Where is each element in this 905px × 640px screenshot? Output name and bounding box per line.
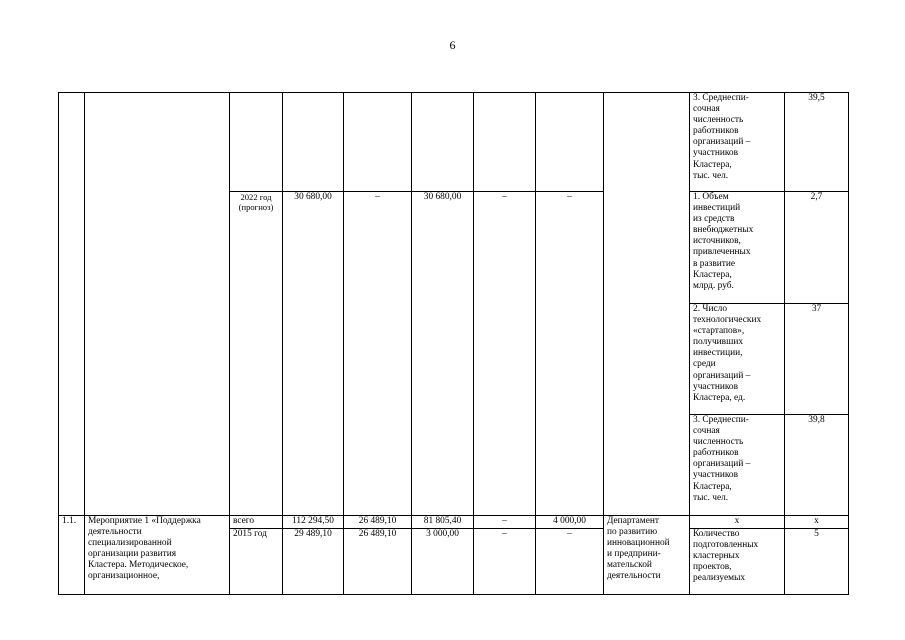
- reg-cell: 3 000,00: [412, 529, 474, 595]
- text-line: работников: [693, 126, 739, 137]
- period-cell-2022: [230, 192, 283, 516]
- indicator-value: х: [785, 516, 849, 529]
- measure-cell-continued: [85, 93, 230, 516]
- text-line: Мероприятие 1 «Поддержка: [88, 516, 201, 526]
- text-line: Департамент: [607, 516, 659, 526]
- text-line: Кластера,: [693, 481, 732, 492]
- total-cell-empty: [283, 93, 344, 192]
- text-line: Количество: [693, 529, 740, 539]
- text-line: внебюджетных: [693, 225, 754, 236]
- text-line: деятельности: [607, 571, 661, 582]
- fed-cell-empty: [344, 93, 412, 192]
- text-line: численность: [693, 437, 744, 448]
- text-line: среди: [693, 359, 716, 370]
- text-line: тыс. чел.: [693, 170, 729, 181]
- text-line: технологических: [693, 315, 762, 326]
- indicator-cell: х: [690, 516, 785, 529]
- text-line: инвестиций: [693, 203, 741, 214]
- text-line: специализированной: [88, 538, 172, 549]
- text-line: 3. Среднеспи-: [693, 93, 749, 103]
- text-line: деятельности: [88, 527, 142, 538]
- reg-cell-empty: [412, 93, 474, 192]
- indicator-cell: [690, 304, 785, 415]
- local-cell: –: [474, 516, 536, 529]
- text-line: инновационной: [607, 538, 670, 549]
- indicator-cell: [690, 93, 785, 192]
- text-line: Кластера,: [693, 269, 732, 280]
- page-number: 6: [449, 38, 456, 52]
- text-line: источников,: [693, 236, 741, 247]
- extra-cell-empty: [536, 93, 604, 192]
- reg-cell: 30 680,00: [412, 192, 474, 516]
- text-line: численность: [693, 115, 744, 126]
- text-line: сочная: [693, 104, 720, 115]
- text-line: организаций –: [693, 459, 751, 470]
- text-line: тыс. чел.: [693, 492, 729, 503]
- text-line: мательской: [607, 560, 652, 571]
- text-line: участников: [693, 381, 739, 392]
- text-line: Кластера,: [693, 159, 732, 170]
- executor-cell-continued: [604, 93, 690, 516]
- local-cell-empty: [474, 93, 536, 192]
- executor-cell: [604, 516, 690, 595]
- indicator-value: 2,7: [785, 192, 849, 304]
- text-line: привлеченных: [693, 247, 751, 258]
- year-note: (прогноз): [238, 202, 274, 212]
- table-row: [59, 516, 849, 529]
- fed-cell: –: [344, 192, 412, 516]
- period-cell-2015: 2015 год: [230, 529, 283, 595]
- text-line: инвестиции,: [693, 348, 743, 359]
- text-line: млрд. руб.: [693, 280, 734, 291]
- extra-cell: 4 000,00: [536, 516, 604, 529]
- text-line: проектов,: [693, 562, 732, 573]
- program-table: [58, 92, 849, 595]
- text-line: участников: [693, 148, 739, 159]
- indicator-cell: [690, 192, 785, 304]
- text-line: получивших: [693, 337, 744, 348]
- text-line: 2. Число: [693, 304, 728, 314]
- text-line: Кластера, ед.: [693, 392, 746, 403]
- period-cell-total: всего: [230, 516, 283, 529]
- text-line: организационное,: [88, 571, 160, 582]
- indicator-value: 37: [785, 304, 849, 415]
- text-line: работников: [693, 448, 739, 459]
- text-line: из средств: [693, 214, 735, 225]
- total-cell: 30 680,00: [283, 192, 344, 516]
- total-cell: 112 294,50: [283, 516, 344, 529]
- indicator-cell: [690, 415, 785, 516]
- table-row: [59, 93, 849, 192]
- year-label: 2022 год: [240, 192, 272, 202]
- text-line: организации развития: [88, 549, 177, 560]
- total-cell: 29 489,10: [283, 529, 344, 595]
- text-line: организаций –: [693, 370, 751, 381]
- extra-cell: –: [536, 529, 604, 595]
- text-line: подготовленных: [693, 540, 759, 551]
- num-cell-continued: [59, 93, 85, 516]
- indicator-value: 39,8: [785, 415, 849, 516]
- text-line: Кластера. Методическое,: [88, 560, 189, 571]
- reg-cell: 81 805,40: [412, 516, 474, 529]
- indicator-cell: [690, 529, 785, 595]
- text-line: 3. Среднеспи-: [693, 415, 749, 425]
- text-line: по развитию: [607, 527, 658, 538]
- period-cell-empty: [230, 93, 283, 192]
- extra-cell: –: [536, 192, 604, 516]
- text-line: участников: [693, 470, 739, 481]
- text-line: реализуемых: [693, 573, 746, 584]
- text-line: в развитие: [693, 258, 736, 269]
- text-line: и предприни-: [607, 549, 661, 560]
- measure-number: 1.1.: [59, 516, 85, 595]
- fed-cell: 26 489,10: [344, 516, 412, 529]
- local-cell: –: [474, 529, 536, 595]
- indicator-value: 39,5: [785, 93, 849, 192]
- fed-cell: 26 489,10: [344, 529, 412, 595]
- text-line: 1. Объем: [693, 192, 729, 202]
- text-line: кластерных: [693, 551, 740, 562]
- text-line: «стартапов»,: [693, 326, 745, 337]
- text-line: сочная: [693, 426, 720, 437]
- text-line: организаций –: [693, 137, 751, 148]
- measure-title: [85, 516, 230, 595]
- indicator-value: 5: [785, 529, 849, 595]
- local-cell: –: [474, 192, 536, 516]
